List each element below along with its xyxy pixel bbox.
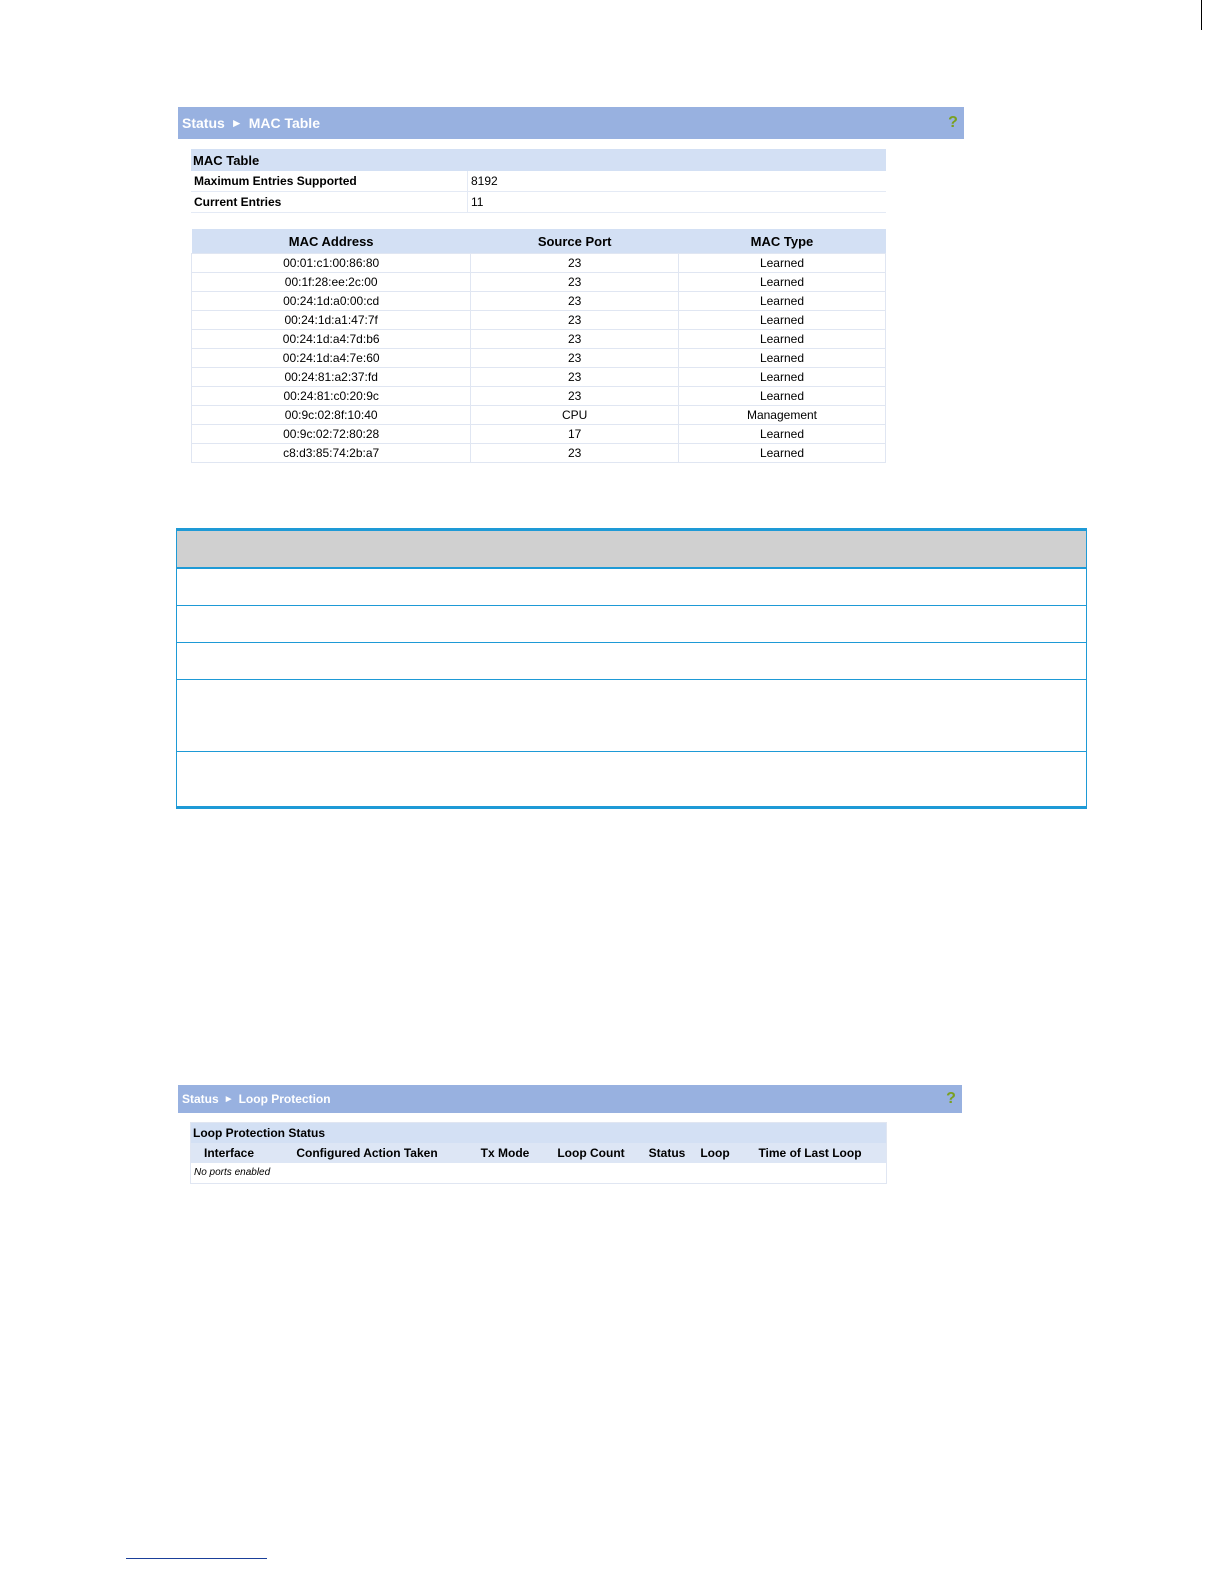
source-port: 23 [471, 387, 679, 406]
breadcrumb-root[interactable]: Status [182, 115, 225, 131]
empty-message: No ports enabled [194, 1167, 271, 1178]
table-row [192, 273, 886, 292]
mac-type: Learned [678, 330, 885, 349]
footer-link-underline [126, 1558, 267, 1559]
help-icon[interactable]: ? [946, 1090, 956, 1107]
mac-address: 00:9c:02:72:80:28 [192, 425, 471, 444]
column-mac-type: MAC Type [678, 229, 885, 254]
page-edge-rule [1201, 0, 1202, 30]
table-row [192, 387, 886, 406]
table-row [192, 254, 886, 273]
table-row [191, 192, 886, 213]
breadcrumb-separator-icon: ► [230, 116, 243, 130]
mac-type: Learned [678, 273, 885, 292]
breadcrumb-root[interactable]: Status [182, 1092, 219, 1106]
mac-table-panel [178, 107, 964, 467]
loop-protection-panel [178, 1085, 962, 1190]
loop-protection-header-row [191, 1143, 886, 1163]
document-table [176, 528, 1087, 809]
mac-type: Learned [678, 349, 885, 368]
mac-type: Learned [678, 425, 885, 444]
mac-address: 00:24:81:c0:20:9c [192, 387, 471, 406]
breadcrumb [178, 107, 964, 139]
document-table-row [177, 752, 1086, 806]
table-row [192, 292, 886, 311]
table-row [192, 425, 886, 444]
column-status: Status [648, 1146, 686, 1160]
mac-address: 00:24:81:a2:37:fd [192, 368, 471, 387]
source-port: 23 [471, 311, 679, 330]
mac-address: 00:24:1d:a4:7d:b6 [192, 330, 471, 349]
summary-title: MAC Table [191, 149, 886, 171]
mac-type: Management [678, 406, 885, 425]
source-port: 23 [471, 444, 679, 463]
table-row [192, 311, 886, 330]
mac-summary-table [191, 149, 886, 213]
source-port: 23 [471, 273, 679, 292]
loop-protection-status-box [190, 1122, 887, 1184]
source-port: 17 [471, 425, 679, 444]
breadcrumb-page: Loop Protection [238, 1092, 331, 1106]
source-port: 23 [471, 330, 679, 349]
mac-address: 00:24:1d:a0:00:cd [192, 292, 471, 311]
column-interface: Interface [203, 1146, 255, 1160]
loop-protection-title: Loop Protection Status [191, 1123, 886, 1143]
mac-address: 00:01:c1:00:86:80 [192, 254, 471, 273]
source-port: 23 [471, 349, 679, 368]
mac-address: 00:9c:02:8f:10:40 [192, 406, 471, 425]
column-loop-count: Loop Count [557, 1146, 625, 1160]
source-port: 23 [471, 292, 679, 311]
mac-type: Learned [678, 254, 885, 273]
column-loop: Loop [700, 1146, 730, 1160]
max-entries-value: 8192 [468, 171, 887, 192]
table-row [192, 406, 886, 425]
current-entries-label: Current Entries [191, 192, 468, 213]
table-row [192, 349, 886, 368]
mac-type: Learned [678, 387, 885, 406]
current-entries-value: 11 [468, 192, 887, 213]
table-row [192, 330, 886, 349]
column-tx-mode: Tx Mode [480, 1146, 530, 1160]
document-table-row [177, 606, 1086, 643]
document-table-header [177, 531, 1086, 569]
source-port: 23 [471, 254, 679, 273]
help-icon[interactable]: ? [948, 114, 958, 131]
mac-address: 00:24:1d:a4:7e:60 [192, 349, 471, 368]
document-table-row [177, 569, 1086, 606]
breadcrumb-page: MAC Table [248, 115, 320, 131]
mac-entries-table [191, 229, 886, 463]
document-table-row [177, 643, 1086, 680]
column-time-of-last-loop: Time of Last Loop [758, 1146, 862, 1160]
column-configured-action: Configured Action Taken [296, 1146, 438, 1160]
table-row [192, 444, 886, 463]
mac-address: 00:1f:28:ee:2c:00 [192, 273, 471, 292]
column-mac-address: MAC Address [192, 229, 471, 254]
table-row [191, 171, 886, 192]
breadcrumb-separator-icon: ► [223, 1093, 234, 1105]
mac-type: Learned [678, 368, 885, 387]
mac-type: Learned [678, 311, 885, 330]
source-port: 23 [471, 368, 679, 387]
mac-address: c8:d3:85:74:2b:a7 [192, 444, 471, 463]
breadcrumb [178, 1085, 962, 1113]
mac-type: Learned [678, 292, 885, 311]
max-entries-label: Maximum Entries Supported [191, 171, 468, 192]
column-source-port: Source Port [471, 229, 679, 254]
mac-address: 00:24:1d:a1:47:7f [192, 311, 471, 330]
source-port: CPU [471, 406, 679, 425]
mac-type: Learned [678, 444, 885, 463]
document-table-row [177, 680, 1086, 752]
table-row [192, 368, 886, 387]
